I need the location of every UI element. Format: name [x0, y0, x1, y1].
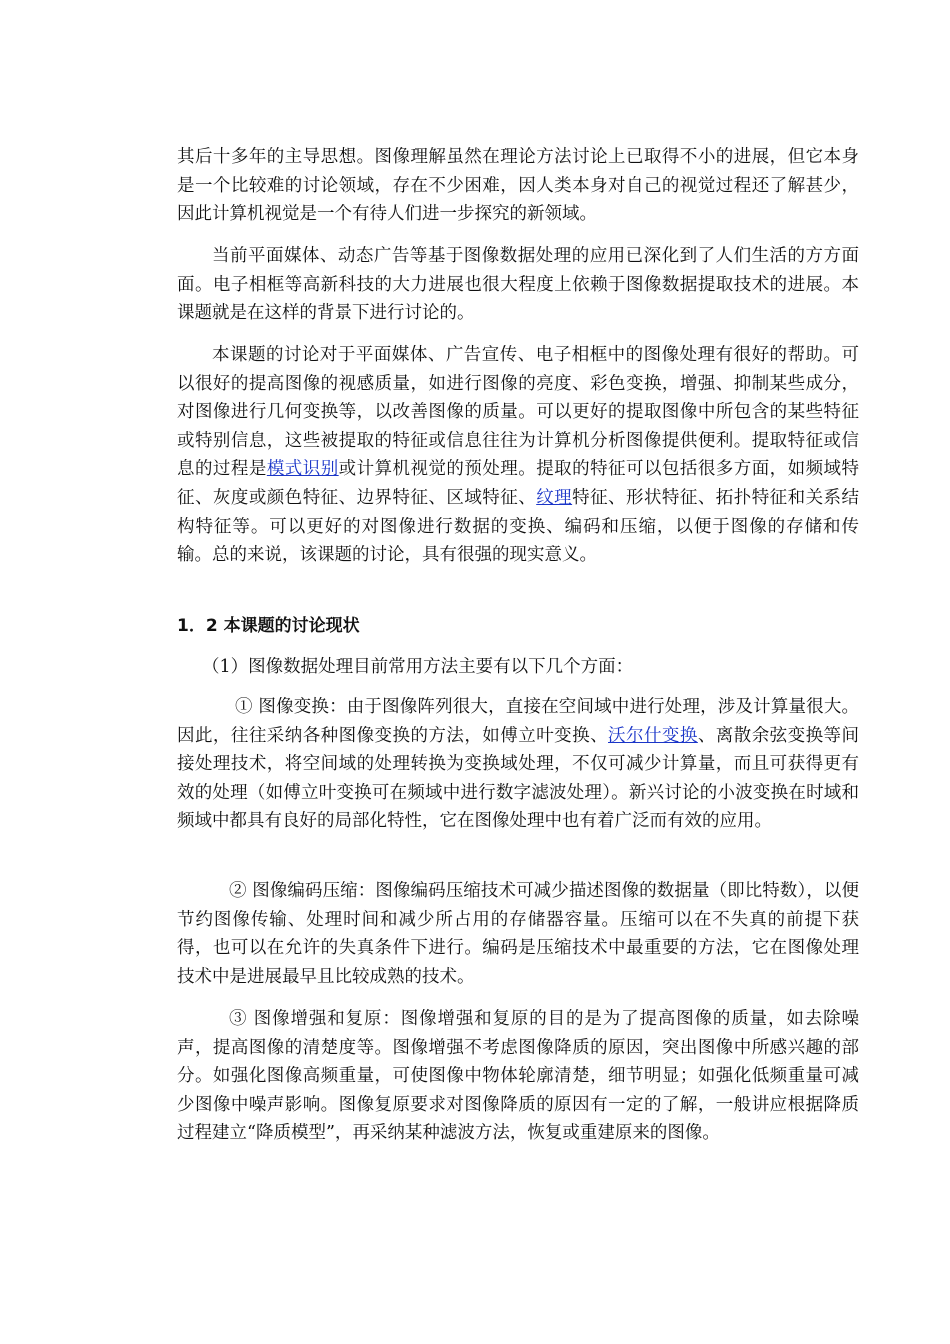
paragraph-background	[177, 242, 859, 328]
paragraph-intro-continuation	[177, 143, 859, 229]
paragraph-image-transform	[177, 693, 859, 836]
link-texture[interactable]: 纹理	[536, 487, 573, 508]
paragraph-methods-intro	[177, 653, 859, 682]
link-pattern-recognition[interactable]: 模式识别	[266, 459, 339, 480]
section-heading: 1．2 本课题的讨论现状	[177, 616, 360, 636]
paragraph-text: 、离散余弦变换等间接处理技术，将空间域的处理转换为变换域处理，不仅可减少计算量，而且可获得更有效的处理（如傅立叶变换可在频域中进行数字滤波处理）。新兴讨论的小波变换在时域和频域中都具有良好的局部化特性，它在图像处理中也有着广泛而有效的应用。	[177, 725, 860, 832]
paragraph-text: 其后十多年的主导思想。图像理解虽然在理论方法讨论上已取得不小的进展，但它本身是一个比较难的讨论领域，存在不少困难，因人类本身对自己的视觉过程还了解甚少，因此计算机视觉是一个有待人们进一步探究的新领域。	[177, 147, 859, 225]
paragraph-significance	[177, 341, 859, 570]
paragraph-text: 或计算机视觉的预处理。提取的特征可以包括很多方面，如频域特征、灰度或颜色特征、边界特征、区域特征、	[177, 459, 860, 508]
paragraph-text: 本课题的讨论对于平面媒体、广告宣传、电子相框中的图像处理有很好的帮助。可以很好的提高图像的视感质量，如进行图像的亮度、彩色变换，增强、抑制某些成分，对图像进行几何变换等，以改善图像的质量。可以更好的提取图像中所包含的某些特征或特别信息，这些被提取的特征或信息往往为计算机分析图像提供便利。提取特征或信息的过程是	[177, 345, 859, 480]
paragraph-text: 特征、形状特征、拓扑特征和关系结构特征等。可以更好的对图像进行数据的变换、编码和压缩，以便于图像的存储和传输。总的来说，该课题的讨论，具有很强的现实意义。	[177, 487, 860, 566]
paragraph-text: （1）图像数据处理目前常用方法主要有以下几个方面：	[202, 657, 634, 677]
paragraph-text: ② 图像编码压缩：图像编码压缩技术可减少描述图像的数据量（即比特数），以便节约图像传输、处理时间和减少所占用的存储器容量。压缩可以在不失真的前提下获得，也可以在允许的失真条件下进行。编码是压缩技术中最重要的方法，它在图像处理技术中是进展最早且比较成熟的技术。	[177, 881, 859, 987]
paragraph-text: ③ 图像增强和复原：图像增强和复原的目的是为了提高图像的质量，如去除噪声，提高图像的清楚度等。图像增强不考虑图像降质的原因，突出图像中所感兴趣的部分。如强化图像高频重量，可使图像中物体轮廓清楚，细节明显；如强化低频重量可减少图像中噪声影响。图像复原要求对图像降质的原因有一定的了解，一般讲应根据降质过程建立“降质模型”，再采纳某种滤波方法，恢复或重建原来的图像。	[177, 1009, 859, 1144]
paragraph-image-enhancement	[177, 1005, 859, 1148]
paragraph-text: 当前平面媒体、动态广告等基于图像数据处理的应用已深化到了人们生活的方方面面。电子相框等高新科技的大力进展也很大程度上依赖于图像数据提取技术的进展。本课题就是在这样的背景下进行讨论的。	[177, 246, 859, 324]
paragraph-text: ① 图像变换：由于图像阵列很大，直接在空间域中进行处理，涉及计算量很大。因此，往往采纳各种图像变换的方法，如傅立叶变换、	[177, 697, 859, 746]
paragraph-image-coding	[177, 877, 859, 991]
link-walsh-transform[interactable]: 沃尔什变换	[608, 725, 698, 746]
